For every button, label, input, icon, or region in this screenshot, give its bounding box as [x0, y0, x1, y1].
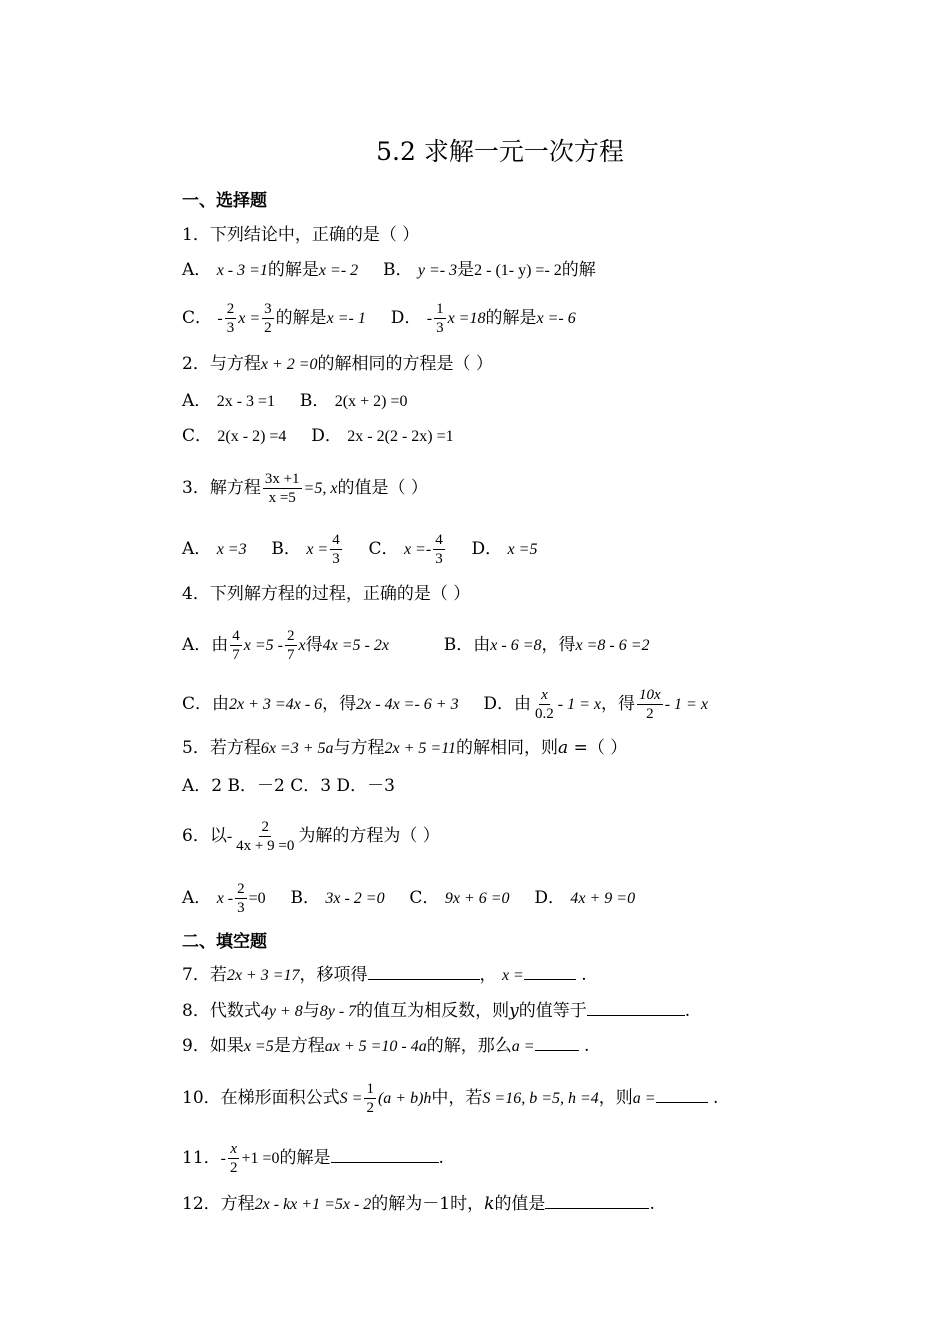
text-segment: 中，若 — [431, 1088, 483, 1108]
text-segment: ， — [479, 965, 497, 985]
math-expression: x =5 — [243, 1038, 274, 1055]
math-expression: 2x - kx +1 =5x - 2 — [254, 1196, 372, 1213]
text-segment: 9．如果 — [182, 1036, 244, 1056]
text-segment: 为解的方程为（ ） — [298, 826, 440, 846]
math-expression: x =- — [403, 541, 432, 558]
denominator: 3 — [332, 551, 340, 567]
math-expression: x - 6 =8 — [490, 637, 542, 654]
option-d-label: D． — [390, 308, 422, 328]
math-expression: (a + b)h — [377, 1090, 432, 1107]
option-a-label: A． — [182, 391, 212, 411]
math-expression: x = — [306, 541, 329, 558]
denominator: 3 — [226, 320, 235, 336]
variable: a — [558, 738, 569, 758]
fraction — [433, 531, 445, 568]
text-segment: 的解相同，则 — [456, 738, 559, 758]
text-segment: 与方程 — [333, 738, 385, 758]
question-1-options-cd — [182, 300, 576, 337]
math-expression: x - — [216, 890, 234, 907]
option-b-label: B． — [290, 888, 320, 908]
numerator: 1 — [436, 301, 444, 317]
text-segment: 的值是 — [494, 1194, 546, 1214]
text-segment: ，则 — [598, 1088, 633, 1108]
option-d-label: D． — [534, 888, 565, 908]
math-expression: x = — [238, 310, 261, 327]
minus-sign: - — [226, 828, 233, 845]
question-6-stem — [182, 818, 440, 855]
math-expression: 4x + 9 =0 — [570, 890, 636, 907]
answer-blank[interactable] — [524, 963, 576, 980]
numerator: 4 — [332, 532, 340, 548]
question-10 — [182, 1080, 718, 1117]
question-1-stem: 1．下列结论中，正确的是（ ） — [182, 225, 420, 245]
math-expression: - 1 = x — [557, 696, 602, 713]
math-expression: 3x - 2 =0 — [325, 890, 385, 907]
text-segment: 得 — [305, 635, 323, 655]
denominator: 7 — [287, 647, 295, 663]
math-expression: y =- 3 — [417, 262, 458, 279]
period: . — [649, 1194, 655, 1214]
text-segment: 的值互为相反数，则 — [356, 1001, 510, 1021]
fraction — [533, 686, 556, 723]
question-5-stem — [182, 737, 627, 760]
text-segment: ，移项得 — [299, 965, 368, 985]
option-d-label: D． — [471, 539, 503, 559]
text-segment: 2．与方程 — [182, 354, 261, 374]
question-3-options — [182, 531, 537, 568]
question-3-stem — [182, 470, 428, 507]
question-6-options — [182, 880, 635, 917]
math-expression: x =5 - — [243, 637, 284, 654]
answer-blank[interactable] — [587, 999, 685, 1016]
math-expression: - 1 = x — [664, 696, 708, 713]
fraction — [225, 300, 237, 337]
question-12 — [182, 1192, 655, 1216]
math-expression: 2x + 3 =17 — [226, 967, 300, 984]
question-4-options-cd — [182, 686, 708, 723]
text-segment: 与 — [302, 1001, 320, 1021]
math-expression: x =5 — [507, 541, 538, 558]
option-c-label: C． — [368, 539, 399, 559]
text-segment: 10．在梯形面积公式 — [182, 1088, 340, 1108]
math-expression: 2(x + 2) =0 — [334, 393, 408, 410]
text-segment: 的解是 — [485, 308, 537, 328]
minus-sign: - — [217, 310, 223, 327]
denominator: 2 — [646, 706, 654, 722]
text-segment: 的解，那么 — [426, 1036, 512, 1056]
math-expression: x =- 1 — [326, 310, 366, 327]
minus-sign: - — [220, 1150, 226, 1167]
math-expression: ax + 5 =10 - 4a — [324, 1038, 427, 1055]
math-expression: 2x + 5 =11 — [384, 740, 457, 757]
text-segment: ，得 — [541, 635, 576, 655]
text-segment: 3．解方程 — [182, 478, 261, 498]
question-1-options-ab — [182, 259, 596, 282]
math-expression: x — [298, 637, 306, 654]
option-d-label: D．由 — [483, 694, 532, 714]
fraction — [235, 880, 247, 917]
text-segment: 8．代数式 — [182, 1001, 261, 1021]
math-expression: S =16, b =5, h =4 — [482, 1090, 599, 1107]
fraction — [262, 300, 274, 337]
text-segment: 的解是 — [279, 1148, 331, 1168]
variable: y — [509, 1001, 519, 1021]
text-segment: ，得 — [322, 694, 357, 714]
text-segment: 的解为－1时， — [371, 1194, 485, 1214]
math-expression: 6x =3 + 5a — [260, 740, 334, 757]
numerator: 2 — [237, 881, 245, 897]
math-expression: x =- 6 — [536, 310, 576, 327]
option-c-label: C． — [409, 888, 440, 908]
period: . — [438, 1148, 444, 1168]
math-expression: a = — [511, 1038, 535, 1055]
question-11 — [182, 1140, 444, 1177]
denominator: 2 — [229, 1160, 238, 1176]
text-segment: 的解是 — [275, 308, 327, 328]
math-expression: 2x + 3 =4x - 6 — [229, 696, 323, 713]
math-expression: x =18 — [447, 310, 486, 327]
option-b-label: B． — [382, 260, 413, 280]
option-b-label: B．由 — [443, 635, 491, 655]
denominator: 3 — [237, 900, 245, 916]
variable: k — [484, 1194, 495, 1214]
numerator: 10x — [639, 687, 661, 703]
math-expression: x =3 — [216, 541, 247, 558]
option-b-label: B． — [271, 539, 301, 559]
denominator: 4x + 9 =0 — [236, 838, 295, 854]
option-a-label: A． — [182, 260, 212, 280]
math-expression: x = — [501, 967, 524, 984]
option-c-label: C． — [182, 308, 213, 328]
text-segment: 的解是 — [267, 260, 319, 280]
fraction — [263, 470, 302, 507]
answer-blank[interactable] — [535, 1034, 579, 1051]
section-heading-choice: 一、选择题 — [182, 191, 267, 211]
text-segment: 11． — [182, 1148, 221, 1168]
fraction — [228, 1140, 240, 1177]
option-a-label: A． — [182, 539, 212, 559]
minus-sign: - — [426, 310, 433, 327]
option-b-label: B． — [299, 391, 330, 411]
answer-blank[interactable] — [368, 963, 480, 980]
question-2-options-ab — [182, 390, 407, 413]
question-4-options-ab — [182, 627, 650, 664]
numerator: x — [230, 1141, 238, 1157]
text-segment: 6．以 — [182, 826, 227, 846]
option-c-label: C． — [182, 426, 213, 446]
fraction — [434, 300, 446, 337]
math-expression: x =8 - 6 =2 — [575, 637, 650, 654]
numerator: 2 — [261, 819, 269, 835]
math-expression: S = — [339, 1090, 363, 1107]
math-expression: =5, x — [303, 480, 338, 497]
fraction — [637, 686, 663, 723]
denominator: 3 — [435, 551, 443, 567]
text-segment: 的解 — [561, 260, 596, 280]
math-expression: 4x =5 - 2x — [322, 637, 389, 654]
numerator: x — [541, 687, 548, 703]
period: . — [583, 1036, 590, 1056]
text-segment: 的解相同的方程是（ ） — [317, 354, 493, 374]
math-expression: 2 - (1- y) =- 2 — [474, 262, 562, 279]
math-expression: a = — [632, 1090, 656, 1107]
text-segment: 的值等于 — [518, 1001, 587, 1021]
question-5-options: A．2 B．－2 C．3 D．－3 — [182, 776, 395, 796]
math-expression: 2x - 4x =- 6 + 3 — [356, 696, 459, 713]
denominator: 2 — [264, 320, 272, 336]
numerator: 2 — [287, 628, 295, 644]
text-segment: 5．若方程 — [182, 738, 261, 758]
option-c-label: C．由 — [182, 694, 230, 714]
page-title: 5.2 求解一元一次方程 — [376, 137, 624, 166]
math-expression: 4y + 8 — [260, 1003, 303, 1020]
period: . — [712, 1088, 719, 1108]
text-segment: 的值是（ ） — [337, 478, 428, 498]
period: . — [684, 1001, 691, 1021]
denominator: 2 — [366, 1100, 374, 1116]
option-a-label: A． — [182, 888, 212, 908]
numerator: 4 — [435, 532, 443, 548]
math-expression: 2x - 3 =1 — [216, 393, 276, 410]
option-a-label: A．由 — [182, 635, 229, 655]
denominator: 3 — [436, 320, 444, 336]
math-expression: 8y - 7 — [319, 1003, 357, 1020]
fraction — [234, 818, 296, 855]
text-segment: 7．若 — [182, 965, 227, 985]
denominator: 7 — [232, 647, 240, 663]
denominator: x =5 — [268, 490, 296, 506]
text-segment: 是方程 — [273, 1036, 325, 1056]
answer-blank[interactable] — [331, 1146, 439, 1163]
math-expression: =0 — [248, 890, 266, 907]
math-expression: 2(x - 2) =4 — [217, 428, 287, 445]
numerator: 3x +1 — [264, 471, 300, 487]
fraction — [285, 627, 297, 664]
section-heading-fill: 二、填空题 — [182, 932, 267, 952]
question-2-options-cd — [182, 425, 454, 448]
fraction — [230, 627, 242, 664]
answer-blank[interactable] — [545, 1192, 649, 1209]
numerator: 3 — [264, 301, 272, 317]
math-expression: x - 3 =1 — [216, 262, 268, 279]
answer-blank[interactable] — [656, 1086, 708, 1103]
text-segment: =（ ） — [568, 738, 628, 758]
fraction — [364, 1080, 376, 1117]
text-segment: 12．方程 — [182, 1194, 255, 1214]
question-8 — [182, 999, 690, 1023]
math-expression: 2x - 2(2 - 2x) =1 — [347, 428, 454, 445]
text-segment: 是 — [457, 260, 475, 280]
math-expression: x =- 2 — [318, 262, 359, 279]
question-9 — [182, 1034, 589, 1058]
question-4-stem: 4．下列解方程的过程，正确的是（ ） — [182, 584, 471, 604]
period: . — [581, 965, 587, 985]
math-expression: +1 =0 — [241, 1150, 280, 1167]
math-expression: x + 2 =0 — [260, 356, 318, 373]
math-expression: 9x + 6 =0 — [444, 890, 510, 907]
question-7 — [182, 963, 587, 987]
numerator: 1 — [366, 1081, 374, 1097]
denominator: 0.2 — [535, 706, 554, 722]
numerator: 2 — [226, 301, 235, 317]
option-d-label: D． — [311, 426, 342, 446]
numerator: 4 — [232, 628, 240, 644]
text-segment: ，得 — [601, 694, 636, 714]
fraction — [330, 531, 342, 568]
question-2-stem — [182, 353, 493, 376]
